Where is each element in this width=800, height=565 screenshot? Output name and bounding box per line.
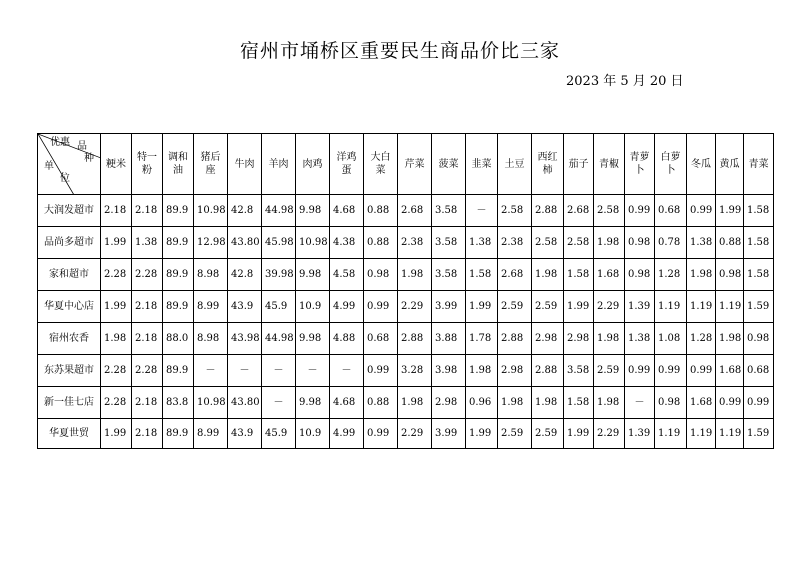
store-name: 华夏中心店 <box>38 291 101 323</box>
price-cell: 0.99 <box>655 355 687 387</box>
price-cell: 1.68 <box>687 387 716 419</box>
price-cell: 1.99 <box>564 291 594 323</box>
price-cell: 1.68 <box>716 355 744 387</box>
price-cell: 2.58 <box>498 195 532 227</box>
price-cell: 2.58 <box>564 227 594 259</box>
price-cell: 0.99 <box>687 195 716 227</box>
price-cell: 42.8 <box>228 259 262 291</box>
price-cell: 1.98 <box>466 355 498 387</box>
column-header-label: 大白菜 <box>370 152 391 176</box>
price-cell: 89.9 <box>163 291 194 323</box>
price-cell: 1.19 <box>687 419 716 449</box>
price-cell: 0.99 <box>625 355 655 387</box>
price-cell: 0.98 <box>744 323 774 355</box>
corner-label-pin: 品 <box>77 141 87 152</box>
corner-label-dan: 单 <box>44 161 54 172</box>
price-cell: 44.98 <box>262 323 296 355</box>
price-cell: 8.98 <box>194 259 228 291</box>
price-cell: 1.59 <box>744 291 774 323</box>
price-cell: 1.38 <box>687 227 716 259</box>
price-cell: 4.68 <box>330 387 364 419</box>
column-header-label: 西红柿 <box>537 152 558 176</box>
price-cell: 3.98 <box>432 355 466 387</box>
price-cell: 0.98 <box>625 259 655 291</box>
price-cell: 1.59 <box>744 419 774 449</box>
price-cell: 1.78 <box>466 323 498 355</box>
price-cell: 89.9 <box>163 259 194 291</box>
price-cell: 1.58 <box>564 259 594 291</box>
price-cell: 2.28 <box>132 259 163 291</box>
price-cell: 9.98 <box>296 195 330 227</box>
price-cell: 1.38 <box>625 323 655 355</box>
corner-label-zhong: 种 <box>84 153 94 164</box>
price-cell: 0.99 <box>625 195 655 227</box>
column-header-label: 芹菜 <box>404 158 425 170</box>
column-header-label: 韭菜 <box>471 158 492 170</box>
price-cell: 1.99 <box>101 419 132 449</box>
price-cell: 9.98 <box>296 387 330 419</box>
price-cell: 4.58 <box>330 259 364 291</box>
price-cell: 1.98 <box>687 259 716 291</box>
price-cell: 8.99 <box>194 419 228 449</box>
price-cell: 83.8 <box>163 387 194 419</box>
price-cell: 1.58 <box>744 259 774 291</box>
price-cell: 2.29 <box>594 419 625 449</box>
column-header <box>532 134 564 195</box>
price-cell: 1.99 <box>466 419 498 449</box>
price-cell: 1.98 <box>101 323 132 355</box>
store-name: 宿州农香 <box>38 323 101 355</box>
price-cell: 1.08 <box>655 323 687 355</box>
price-cell: 1.68 <box>594 259 625 291</box>
store-name: 华夏世贸 <box>38 419 101 449</box>
price-cell: 1.58 <box>744 195 774 227</box>
column-header <box>132 134 163 195</box>
price-cell: 1.19 <box>655 291 687 323</box>
column-header-label: 肉鸡 <box>302 158 323 170</box>
price-cell: 2.28 <box>132 355 163 387</box>
price-cell: 43.80 <box>228 227 262 259</box>
price-cell: 3.58 <box>432 227 466 259</box>
column-header-label: 青椒 <box>599 158 619 170</box>
column-header <box>296 134 330 195</box>
page-title: 宿州市埇桥区重要民生商品价比三家 <box>239 40 560 62</box>
corner-label-you: 优惠 <box>50 137 70 148</box>
report-date: 2023 年 5 月 20 日 <box>566 74 684 89</box>
store-name: 大润发超市 <box>38 195 101 227</box>
column-header-label: 青萝卜 <box>629 152 650 176</box>
table-row <box>38 227 774 259</box>
price-cell: 1.38 <box>132 227 163 259</box>
price-cell: 10.98 <box>296 227 330 259</box>
price-cell: 2.38 <box>398 227 432 259</box>
price-cell: 0.99 <box>744 387 774 419</box>
price-cell: 2.29 <box>594 291 625 323</box>
price-cell: 1.98 <box>716 323 744 355</box>
column-header <box>163 134 194 195</box>
column-header <box>466 134 498 195</box>
price-cell: 0.68 <box>744 355 774 387</box>
column-header-label: 冬瓜 <box>691 158 711 170</box>
price-cell: － <box>228 355 262 387</box>
price-cell: 45.9 <box>262 419 296 449</box>
column-header <box>228 134 262 195</box>
column-header <box>625 134 655 195</box>
column-header-label: 白萝卜 <box>660 152 681 176</box>
column-header <box>194 134 228 195</box>
price-cell: 1.58 <box>744 227 774 259</box>
price-cell: 2.18 <box>132 291 163 323</box>
price-cell: 8.98 <box>194 323 228 355</box>
price-cell: 0.99 <box>687 355 716 387</box>
column-header <box>716 134 744 195</box>
price-cell: 89.9 <box>163 227 194 259</box>
price-cell: 1.38 <box>466 227 498 259</box>
price-cell: 0.88 <box>364 387 398 419</box>
price-cell: 0.88 <box>716 227 744 259</box>
price-cell: 0.96 <box>466 387 498 419</box>
price-cell: 0.88 <box>364 195 398 227</box>
price-cell: 2.59 <box>594 355 625 387</box>
price-cell: 2.18 <box>132 195 163 227</box>
price-cell: 4.38 <box>330 227 364 259</box>
price-cell: 0.99 <box>716 387 744 419</box>
price-cell: 2.18 <box>132 387 163 419</box>
price-cell: 10.9 <box>296 291 330 323</box>
header-row <box>38 134 774 195</box>
price-cell: 2.88 <box>398 323 432 355</box>
price-cell: 0.78 <box>655 227 687 259</box>
price-cell: 89.9 <box>163 195 194 227</box>
price-cell: 1.98 <box>594 323 625 355</box>
price-cell: 2.59 <box>498 419 532 449</box>
price-cell: 1.39 <box>625 419 655 449</box>
price-cell: 0.98 <box>655 387 687 419</box>
price-cell: 1.98 <box>398 259 432 291</box>
price-cell: － <box>194 355 228 387</box>
price-cell: 3.58 <box>564 355 594 387</box>
column-header-label: 羊肉 <box>268 158 289 170</box>
price-cell: 0.99 <box>364 419 398 449</box>
column-header-label: 牛肉 <box>234 158 255 170</box>
price-cell: 3.58 <box>432 195 466 227</box>
price-cell: 0.98 <box>625 227 655 259</box>
price-cell: 1.98 <box>398 387 432 419</box>
price-cell: 1.28 <box>687 323 716 355</box>
column-header <box>498 134 532 195</box>
price-cell: 4.68 <box>330 195 364 227</box>
price-cell: 3.99 <box>432 419 466 449</box>
column-header-label: 特一粉 <box>137 152 157 176</box>
price-cell: 2.59 <box>532 291 564 323</box>
price-cell: 2.68 <box>398 195 432 227</box>
price-cell: 0.98 <box>716 259 744 291</box>
price-cell: 12.98 <box>194 227 228 259</box>
price-cell: － <box>466 195 498 227</box>
price-cell: 89.9 <box>163 355 194 387</box>
price-cell: 1.99 <box>466 291 498 323</box>
price-cell: 2.28 <box>101 355 132 387</box>
column-header <box>594 134 625 195</box>
column-header <box>364 134 398 195</box>
price-cell: 3.88 <box>432 323 466 355</box>
price-cell: 2.98 <box>498 355 532 387</box>
price-cell: 2.58 <box>532 227 564 259</box>
column-header-label: 茄子 <box>568 158 589 170</box>
price-cell: 4.99 <box>330 291 364 323</box>
price-cell: 45.98 <box>262 227 296 259</box>
price-cell: 9.98 <box>296 323 330 355</box>
price-cell: 0.98 <box>364 259 398 291</box>
price-cell: － <box>625 387 655 419</box>
table-row <box>38 195 774 227</box>
price-cell: 1.99 <box>564 419 594 449</box>
column-header <box>262 134 296 195</box>
price-cell: 0.99 <box>364 355 398 387</box>
price-cell: 42.8 <box>228 195 262 227</box>
price-cell: 2.88 <box>532 355 564 387</box>
store-name: 东苏果超市 <box>38 355 101 387</box>
price-cell: 2.98 <box>532 323 564 355</box>
price-cell: 43.9 <box>228 291 262 323</box>
column-header <box>687 134 716 195</box>
price-cell: 43.98 <box>228 323 262 355</box>
price-cell: 1.98 <box>532 387 564 419</box>
price-cell: 10.9 <box>296 419 330 449</box>
price-cell: 0.88 <box>364 227 398 259</box>
price-cell: 1.98 <box>498 387 532 419</box>
price-cell: 2.58 <box>594 195 625 227</box>
price-cell: 43.80 <box>228 387 262 419</box>
price-cell: 2.98 <box>432 387 466 419</box>
price-cell: 1.58 <box>564 387 594 419</box>
price-cell: 2.18 <box>101 195 132 227</box>
price-cell: 1.99 <box>101 291 132 323</box>
price-cell: 44.98 <box>262 195 296 227</box>
column-header <box>330 134 364 195</box>
price-cell: 1.98 <box>594 227 625 259</box>
price-cell: 2.98 <box>564 323 594 355</box>
table-row <box>38 387 774 419</box>
price-cell: － <box>262 355 296 387</box>
column-header-label: 土豆 <box>504 158 525 170</box>
column-header <box>398 134 432 195</box>
store-name: 品尚多超市 <box>38 227 101 259</box>
table-row <box>38 291 774 323</box>
price-cell: 89.9 <box>163 419 194 449</box>
column-header <box>564 134 594 195</box>
price-cell: － <box>330 355 364 387</box>
store-name: 家和超市 <box>38 259 101 291</box>
price-cell: 10.98 <box>194 387 228 419</box>
price-cell: 1.58 <box>466 259 498 291</box>
price-cell: 2.88 <box>532 195 564 227</box>
column-header <box>655 134 687 195</box>
price-cell: 0.99 <box>364 291 398 323</box>
price-cell: 3.99 <box>432 291 466 323</box>
price-cell: 2.88 <box>498 323 532 355</box>
price-cell: 1.19 <box>687 291 716 323</box>
price-cell: 8.99 <box>194 291 228 323</box>
column-header-label: 猪后座 <box>200 152 221 176</box>
price-cell: 4.88 <box>330 323 364 355</box>
header-corner-cell <box>38 134 101 195</box>
price-cell: 2.29 <box>398 291 432 323</box>
price-cell: 2.28 <box>101 259 132 291</box>
price-cell: 2.18 <box>132 323 163 355</box>
table-row <box>38 323 774 355</box>
column-header-label: 洋鸡蛋 <box>336 152 357 176</box>
price-table <box>37 133 774 449</box>
price-cell: 3.28 <box>398 355 432 387</box>
price-cell: 2.18 <box>132 419 163 449</box>
price-cell: 1.98 <box>594 387 625 419</box>
price-cell: 1.19 <box>655 419 687 449</box>
corner-label-wei: 位 <box>60 173 70 184</box>
price-cell: 1.99 <box>716 195 744 227</box>
price-cell: 1.19 <box>716 419 744 449</box>
price-cell: 1.19 <box>716 291 744 323</box>
column-header-label: 粳米 <box>106 158 126 170</box>
price-cell: 3.58 <box>432 259 466 291</box>
column-header <box>101 134 132 195</box>
price-cell: 39.98 <box>262 259 296 291</box>
column-header-label: 青菜 <box>748 158 769 170</box>
table-row <box>38 355 774 387</box>
table-row <box>38 259 774 291</box>
price-cell: 2.28 <box>101 387 132 419</box>
price-cell: 1.39 <box>625 291 655 323</box>
column-header <box>432 134 466 195</box>
store-name: 新一佳七店 <box>38 387 101 419</box>
column-header <box>744 134 774 195</box>
price-cell: 2.29 <box>398 419 432 449</box>
price-cell: 0.68 <box>364 323 398 355</box>
price-cell: 2.38 <box>498 227 532 259</box>
column-header-label: 调和油 <box>168 152 188 176</box>
price-cell: 9.98 <box>296 259 330 291</box>
price-cell: 10.98 <box>194 195 228 227</box>
price-cell: － <box>262 387 296 419</box>
price-cell: 0.68 <box>655 195 687 227</box>
price-cell: 1.98 <box>532 259 564 291</box>
price-cell: 2.68 <box>498 259 532 291</box>
price-cell: 2.68 <box>564 195 594 227</box>
price-cell: － <box>296 355 330 387</box>
price-cell: 4.99 <box>330 419 364 449</box>
price-cell: 1.28 <box>655 259 687 291</box>
table-row <box>38 419 774 449</box>
price-cell: 2.59 <box>498 291 532 323</box>
price-cell: 2.59 <box>532 419 564 449</box>
column-header-label: 黄瓜 <box>719 158 740 170</box>
column-header-label: 菠菜 <box>438 158 459 170</box>
price-cell: 88.0 <box>163 323 194 355</box>
price-cell: 43.9 <box>228 419 262 449</box>
price-cell: 1.99 <box>101 227 132 259</box>
price-cell: 45.9 <box>262 291 296 323</box>
